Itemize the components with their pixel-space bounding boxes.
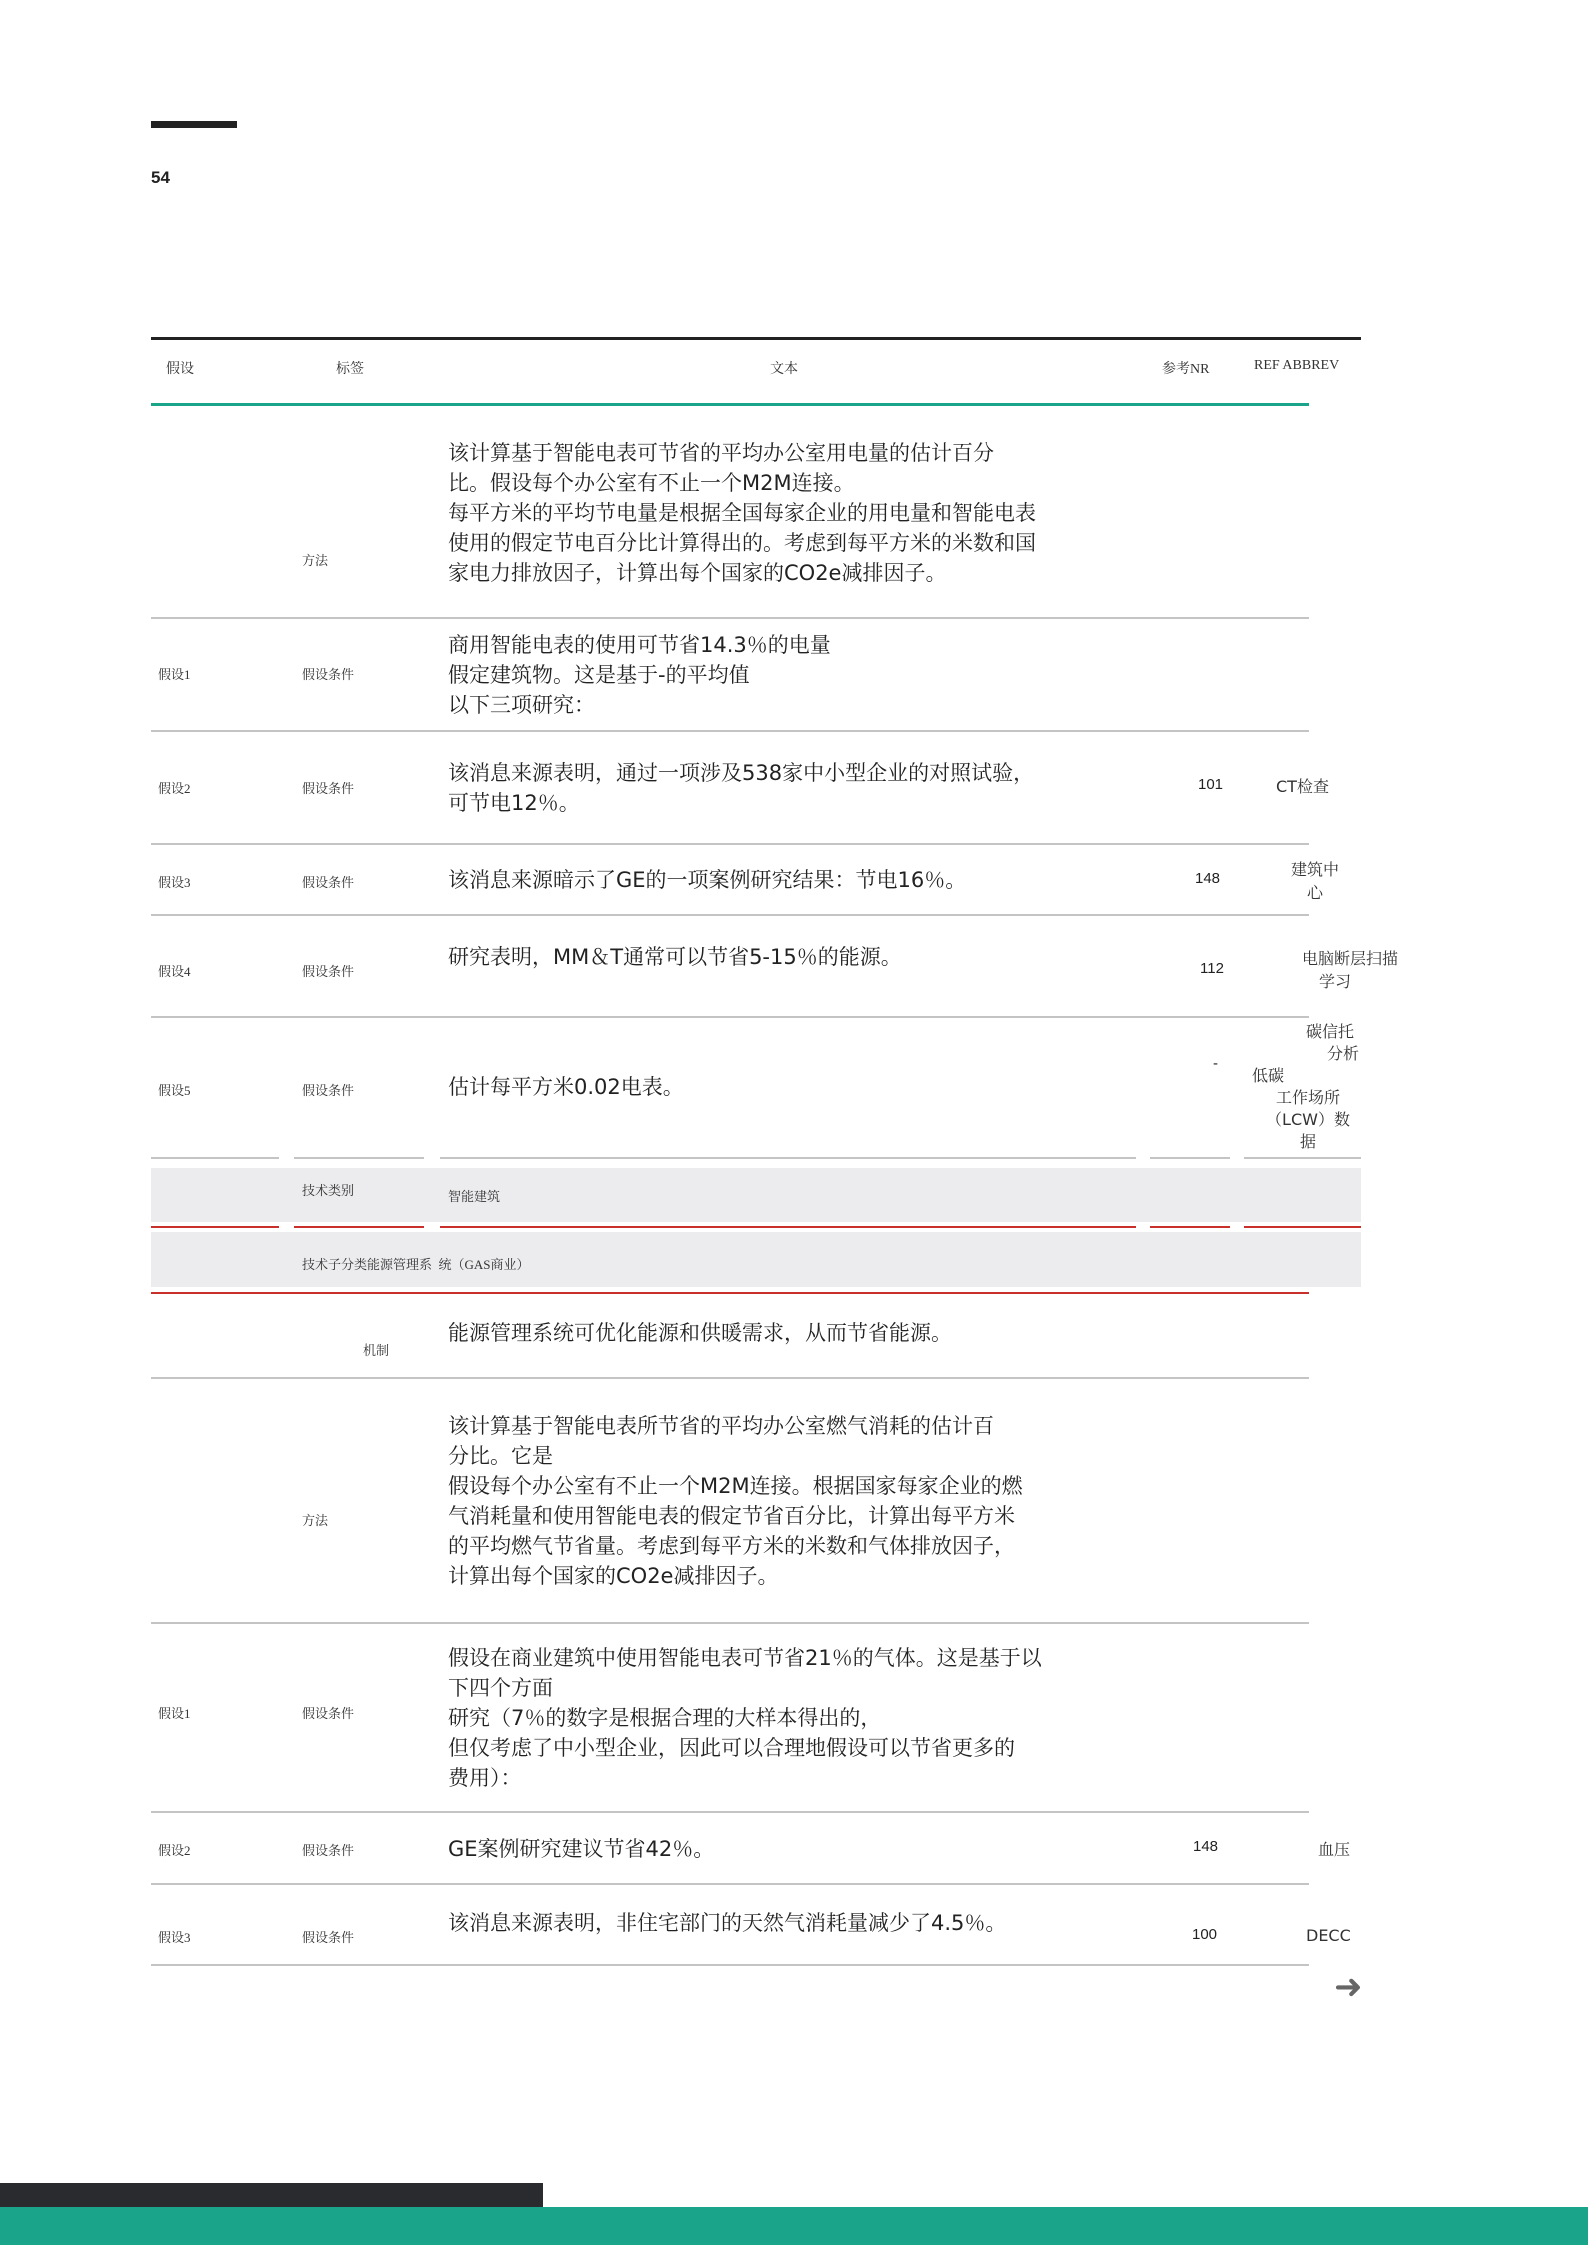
row-divider [440, 1157, 1136, 1159]
header-label: 标签 [336, 362, 364, 377]
band-rule [151, 1292, 1309, 1294]
row-divider [151, 1622, 1309, 1624]
assumption-4-label: 假设条件 [302, 964, 355, 979]
assumption-2-1-id: 假设1 [158, 1706, 191, 1721]
header-text: 文本 [770, 362, 798, 377]
assumption-3-id: 假设3 [158, 875, 191, 890]
row-divider [151, 914, 1309, 916]
row-divider [151, 1157, 279, 1159]
band-rule [294, 1226, 424, 1228]
assumption-1-label: 假设条件 [302, 667, 355, 682]
assumption-2-3-ref: 100 [1192, 1926, 1218, 1943]
header-ref-abbrev: REF ABBREV [1254, 358, 1340, 373]
assumption-4-ref: 112 [1200, 960, 1224, 977]
assumption-2-ref: 101 [1198, 776, 1224, 793]
assumption-4-text: 研究表明，MM＆T通常可以节省5-15％的能源。 [448, 945, 902, 969]
mechanism-label: 机制 [363, 1343, 390, 1358]
assumption-1-id: 假设1 [158, 667, 191, 682]
assumption-2-abbrev: CT检查 [1276, 777, 1329, 796]
table-top-rule [151, 337, 1361, 340]
header-ref-nr: 参考NR [1162, 362, 1210, 377]
assumption-4-abbrev: 电脑断层扫描 学习 [1301, 949, 1398, 991]
footer-dark-bar [0, 2183, 543, 2207]
assumption-2-3-text: 该消息来源表明，非住宅部门的天然气消耗量减少了4.5％。 [448, 1911, 1007, 1935]
band-rule [440, 1226, 1136, 1228]
method-label: 方法 [302, 553, 329, 568]
row-divider [1150, 1157, 1230, 1159]
assumption-2-2-id: 假设2 [158, 1843, 191, 1858]
assumption-2-id: 假设2 [158, 781, 191, 796]
row-divider [151, 1964, 1309, 1966]
assumption-2-2-abbrev: 血压 [1318, 1840, 1351, 1859]
band-rule [151, 1226, 279, 1228]
row-divider [294, 1157, 424, 1159]
row-divider [151, 1883, 1309, 1885]
page-number: 54 [151, 168, 170, 187]
row-divider [151, 843, 1309, 845]
assumption-2-1-label: 假设条件 [302, 1706, 355, 1721]
arrow-right-icon[interactable]: ➜ [1334, 1967, 1363, 2007]
assumption-2-3-label: 假设条件 [302, 1930, 355, 1945]
assumption-5-ref: - [1213, 1055, 1218, 1072]
assumption-3-abbrev: 建筑中 心 [1290, 860, 1339, 902]
row-divider [151, 1016, 1309, 1018]
assumption-5-label: 假设条件 [302, 1083, 355, 1098]
assumption-1-text: 商用智能电表的使用可节省14.3％的电量 假定建筑物。这是基于-的平均值 以下三项研究： [448, 633, 831, 717]
assumption-5-text: 估计每平方米0.02电表。 [448, 1075, 684, 1099]
mechanism-text: 能源管理系统可优化能源和供暖需求，从而节省能源。 [448, 1321, 952, 1345]
assumption-2-2-text: GE案例研究建议节省42％。 [448, 1837, 715, 1861]
assumption-2-1-text: 假设在商业建筑中使用智能电表可节省21％的气体。这是基于以 下四个方面 研究（7％的数字是根据合理的大样本得出的， 但仅考虑了中小型企业，因此可以合理地假设可以节省更多的 费用）： [448, 1646, 1042, 1790]
assumption-2-3-abbrev: DECC [1306, 1926, 1351, 1945]
tech-category-value: 智能建筑 [448, 1189, 501, 1204]
header-underline [151, 403, 1309, 406]
method-2-label: 方法 [302, 1513, 329, 1528]
assumption-5-id: 假设5 [158, 1083, 191, 1098]
method-text: 该计算基于智能电表可节省的平均办公室用电量的估计百分 比。假设每个办公室有不止一个M2M连接。 每平方米的平均节电量是根据全国每家企业的用电量和智能电表 使用的假定节电百分比计算得出的。考虑到每平方米的米数和国 家电力排放因子，计算出每个国家的CO2e减排因子。 [448, 441, 1036, 585]
band-rule [1150, 1226, 1230, 1228]
top-accent-bar [151, 121, 237, 128]
row-divider [151, 1811, 1309, 1813]
assumption-3-label: 假设条件 [302, 875, 355, 890]
assumption-3-text: 该消息来源暗示了GE的一项案例研究结果：节电16％。 [448, 868, 967, 892]
tech-category-label: 技术类别 [302, 1183, 355, 1198]
tech-subcategory-text: 技术子分类能源管理系 统（GAS商业） [302, 1257, 530, 1272]
assumption-2-label: 假设条件 [302, 781, 355, 796]
row-divider [1244, 1157, 1361, 1159]
header-assumption: 假设 [166, 362, 194, 377]
assumption-4-id: 假设4 [158, 964, 191, 979]
row-divider [151, 617, 1309, 619]
method-2-text: 该计算基于智能电表所节省的平均办公室燃气消耗的估计百 分比。它是 假设每个办公室有不止一个M2M连接。根据国家每家企业的燃 气消耗量和使用智能电表的假定节省百分比，计算出每平方米 的平均燃气节省量。考虑到每平方米的米数和气体排放因子， 计算出每个国家的CO2e减排因子。 [448, 1414, 1023, 1588]
assumption-2-text: 该消息来源表明，通过一项涉及538家中小型企业的对照试验， 可节电12％。 [448, 761, 1035, 815]
footer-green-bar [0, 2207, 1588, 2245]
row-divider [151, 1377, 1309, 1379]
row-divider [151, 730, 1309, 732]
assumption-2-2-label: 假设条件 [302, 1843, 355, 1858]
band-rule [1244, 1226, 1361, 1228]
assumption-2-3-id: 假设3 [158, 1930, 191, 1945]
assumption-2-2-ref: 148 [1193, 1838, 1219, 1855]
assumption-3-ref: 148 [1195, 870, 1221, 887]
assumption-5-abbrev: 碳信托 分析 低碳 工作场所 （LCW）数 据 [1252, 1022, 1359, 1151]
